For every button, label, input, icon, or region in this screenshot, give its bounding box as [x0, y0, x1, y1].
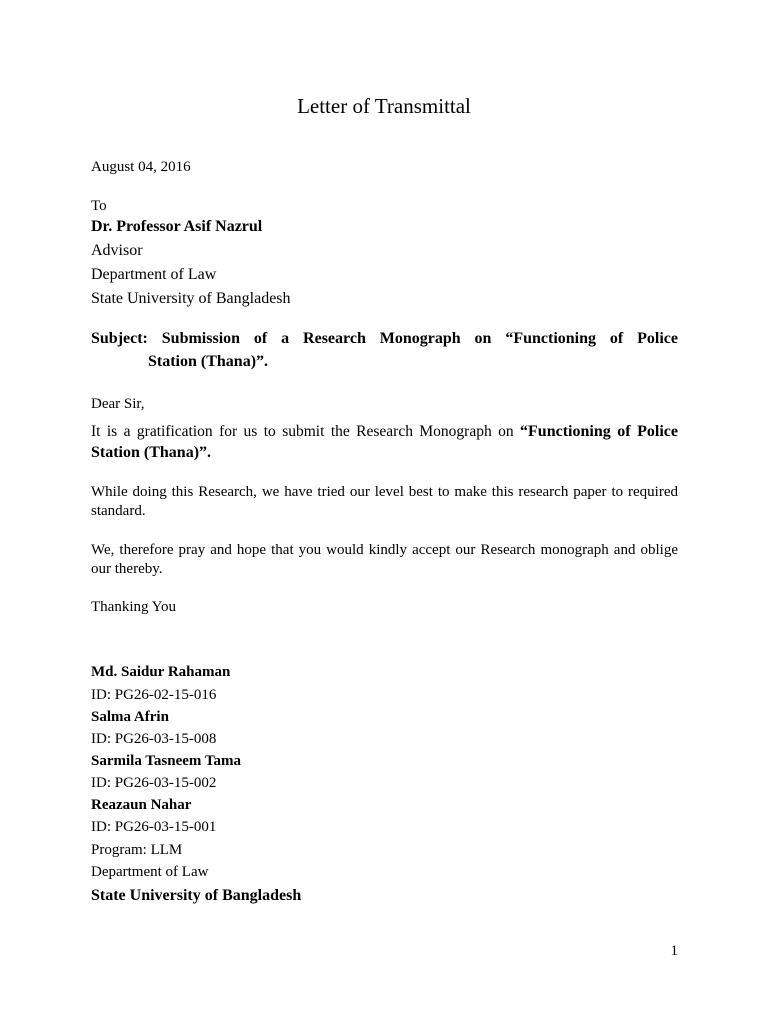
body-paragraph-3: We, therefore pray and hope that you would kindly accept our Research monograph and oblige our thereby. [91, 542, 678, 577]
salutation: Dear Sir, [91, 396, 145, 412]
sender-id: ID: PG26-03-15-002 [91, 775, 217, 791]
sender-name: Salma Afrin [91, 709, 169, 725]
subject-line-1: Subject: Submission of a Research Monograph on “Functioning of Police [91, 330, 678, 347]
recipient-department: Department of Law [91, 266, 217, 283]
sender-id: ID: PG26-02-15-016 [91, 687, 217, 703]
recipient-name: Dr. Professor Asif Nazrul [91, 218, 263, 235]
subject-line [91, 327, 678, 373]
body-paragraph-1-emphasis: “Functioning of Police Station (Thana)”. [91, 423, 678, 461]
sender-university: State University of Bangladesh [91, 887, 302, 904]
recipient-to: To [91, 198, 107, 214]
subject-line-2: Station (Thana)”. [148, 353, 269, 370]
sender-name: Sarmila Tasneem Tama [91, 753, 242, 769]
page-number: 1 [670, 943, 678, 959]
body-paragraph-1 [91, 421, 678, 463]
program: Program: LLM [91, 842, 183, 858]
page-title: Letter of Transmittal [297, 94, 471, 118]
body-paragraph-1-text: It is a gratification for us to submit the Research Monograph on [91, 423, 521, 440]
recipient-role: Advisor [91, 242, 143, 259]
sender-id: ID: PG26-03-15-001 [91, 819, 217, 835]
sender-name: Md. Saidur Rahaman [91, 664, 231, 680]
sender-department: Department of Law [91, 864, 209, 880]
closing: Thanking You [91, 599, 177, 615]
sender-id: ID: PG26-03-15-008 [91, 731, 217, 747]
body-paragraph-2: While doing this Research, we have tried our level best to make this research paper to required standard. [91, 484, 678, 519]
recipient-university: State University of Bangladesh [91, 290, 291, 307]
letter-date: August 04, 2016 [91, 159, 191, 175]
sender-name: Reazaun Nahar [91, 797, 192, 813]
